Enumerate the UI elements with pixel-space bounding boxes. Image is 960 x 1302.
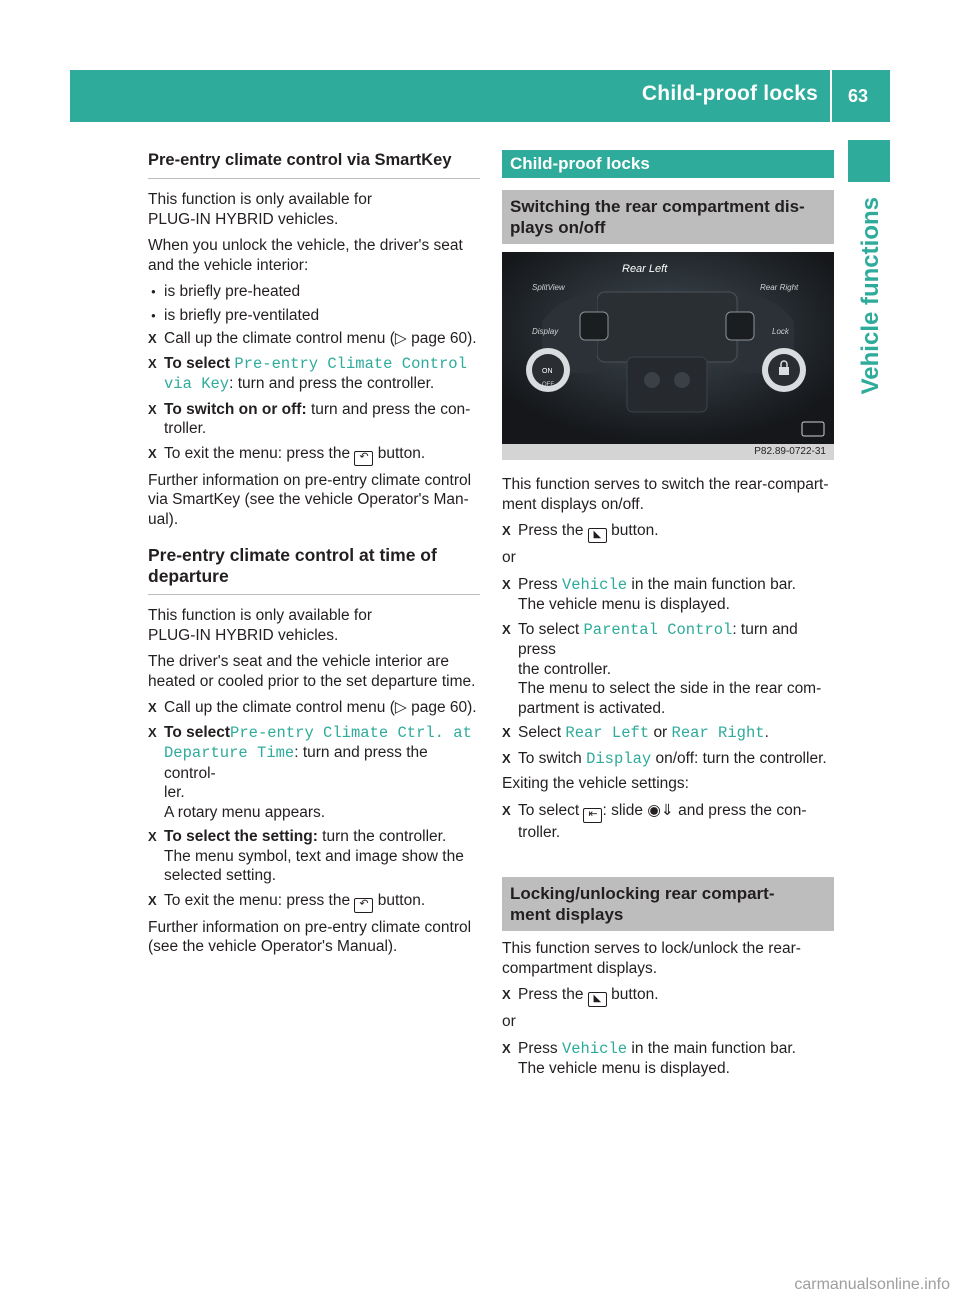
step-item: X To select the setting: turn the controller. The menu symbol, text and image show the selected setting. [148, 827, 480, 886]
step-item: X To select Pre-entry Climate Control via Key: turn and press the controller. [148, 354, 480, 395]
image-label: Display [532, 327, 559, 336]
paragraph: This function serves to lock/unlock the rear- compartment displays. [502, 940, 801, 977]
watermark: carmanualsonline.info [794, 1275, 950, 1293]
or-text: or [502, 549, 516, 566]
image-label: ON [542, 368, 553, 375]
back-button-icon: ↶ [354, 451, 373, 466]
subsection-heading-switching: Switching the rear compartment dis- plays on/off [502, 190, 834, 244]
paragraph: The driver's seat and the vehicle interior are heated or cooled prior to the set departure time. [148, 653, 476, 690]
side-tab [848, 195, 890, 595]
page-number: 63 [847, 86, 868, 106]
paragraph: This function is only available for PLUG-IN HYBRID vehicles. [148, 607, 373, 644]
rear-display-screenshot [502, 252, 834, 460]
image-caption: P82.89-0722-31 [502, 444, 834, 460]
image-label: Rear Right [760, 283, 799, 292]
image-label: Lock [772, 327, 789, 336]
section-heading-departure: Pre-entry climate control at time of departure [148, 545, 480, 595]
step-item: X Select Rear Left or Rear Right. [502, 723, 834, 744]
step-item: X Call up the climate control menu (▷ page 60). [148, 698, 480, 718]
paragraph: When you unlock the vehicle, the driver's seat and the vehicle interior: [148, 237, 463, 274]
paragraph: Exiting the vehicle settings: [502, 775, 689, 792]
spacer [502, 847, 834, 877]
bullet-item: ● is briefly pre-heated [148, 282, 480, 302]
right-column [502, 150, 834, 1084]
back-button-icon: ↶ [354, 898, 373, 913]
paragraph: Further information on pre-entry climate control via SmartKey (see the vehicle Operator's Man- ual). [148, 471, 472, 528]
header-title: Child-proof locks [641, 82, 818, 105]
step-item: X To exit the menu: press the ↶ button. [148, 891, 480, 913]
step-item: X To switch on or off: turn and press the con- troller. [148, 400, 480, 439]
paragraph: This function serves to switch the rear-compart- ment displays on/off. [502, 476, 829, 513]
section-heading-smartkey: Pre-entry climate control via SmartKey [148, 150, 480, 179]
left-column [148, 150, 480, 964]
side-tab-label: Vehicle functions [857, 197, 884, 395]
page-header [70, 70, 890, 122]
or-text: or [502, 1013, 516, 1030]
controller-slide-icon: ◉⇓ [647, 801, 674, 819]
subsection-heading-locking: Locking/unlocking rear compart- ment displays [502, 877, 834, 931]
bullet-item: ● is briefly pre-ventilated [148, 306, 480, 326]
step-item: X To selectPre-entry Climate Ctrl. at Departure Time: turn and press the control- ler. A rotary menu appears. [148, 723, 480, 823]
step-item: X To exit the menu: press the ↶ button. [148, 444, 480, 466]
step-item: X Press Vehicle in the main function bar. The vehicle menu is displayed. [502, 575, 834, 615]
section-bar: Child-proof locks [502, 150, 834, 178]
image-label: OFF [542, 382, 554, 388]
step-item: X To switch Display on/off: turn the controller. [502, 749, 834, 770]
step-item: X Press the ◣ button. [502, 521, 834, 543]
paragraph: Further information on pre-entry climate control (see the vehicle Operator's Manual). [148, 918, 472, 955]
step-item: X To select ⇤ : slide ◉⇓ and press the con- troller. [502, 801, 834, 843]
exit-icon: ⇤ [583, 808, 602, 823]
step-item: X Call up the climate control menu (▷ page 60). [148, 329, 480, 349]
image-label: SplitView [532, 283, 565, 292]
paragraph: This function is only available for PLUG-IN HYBRID vehicles. [148, 191, 373, 228]
step-item: X Press the ◣ button. [502, 985, 834, 1007]
step-item: X To select Parental Control: turn and press the controller. The menu to select the side in the rear com- partment is activated. [502, 620, 834, 719]
image-title: Rear Left [622, 263, 668, 275]
step-item: X Press Vehicle in the main function bar. The vehicle menu is displayed. [502, 1039, 834, 1079]
vehicle-button-icon: ◣ [588, 528, 607, 543]
side-tab-block [848, 140, 890, 182]
vehicle-button-icon: ◣ [588, 992, 607, 1007]
header-divider [830, 70, 832, 122]
